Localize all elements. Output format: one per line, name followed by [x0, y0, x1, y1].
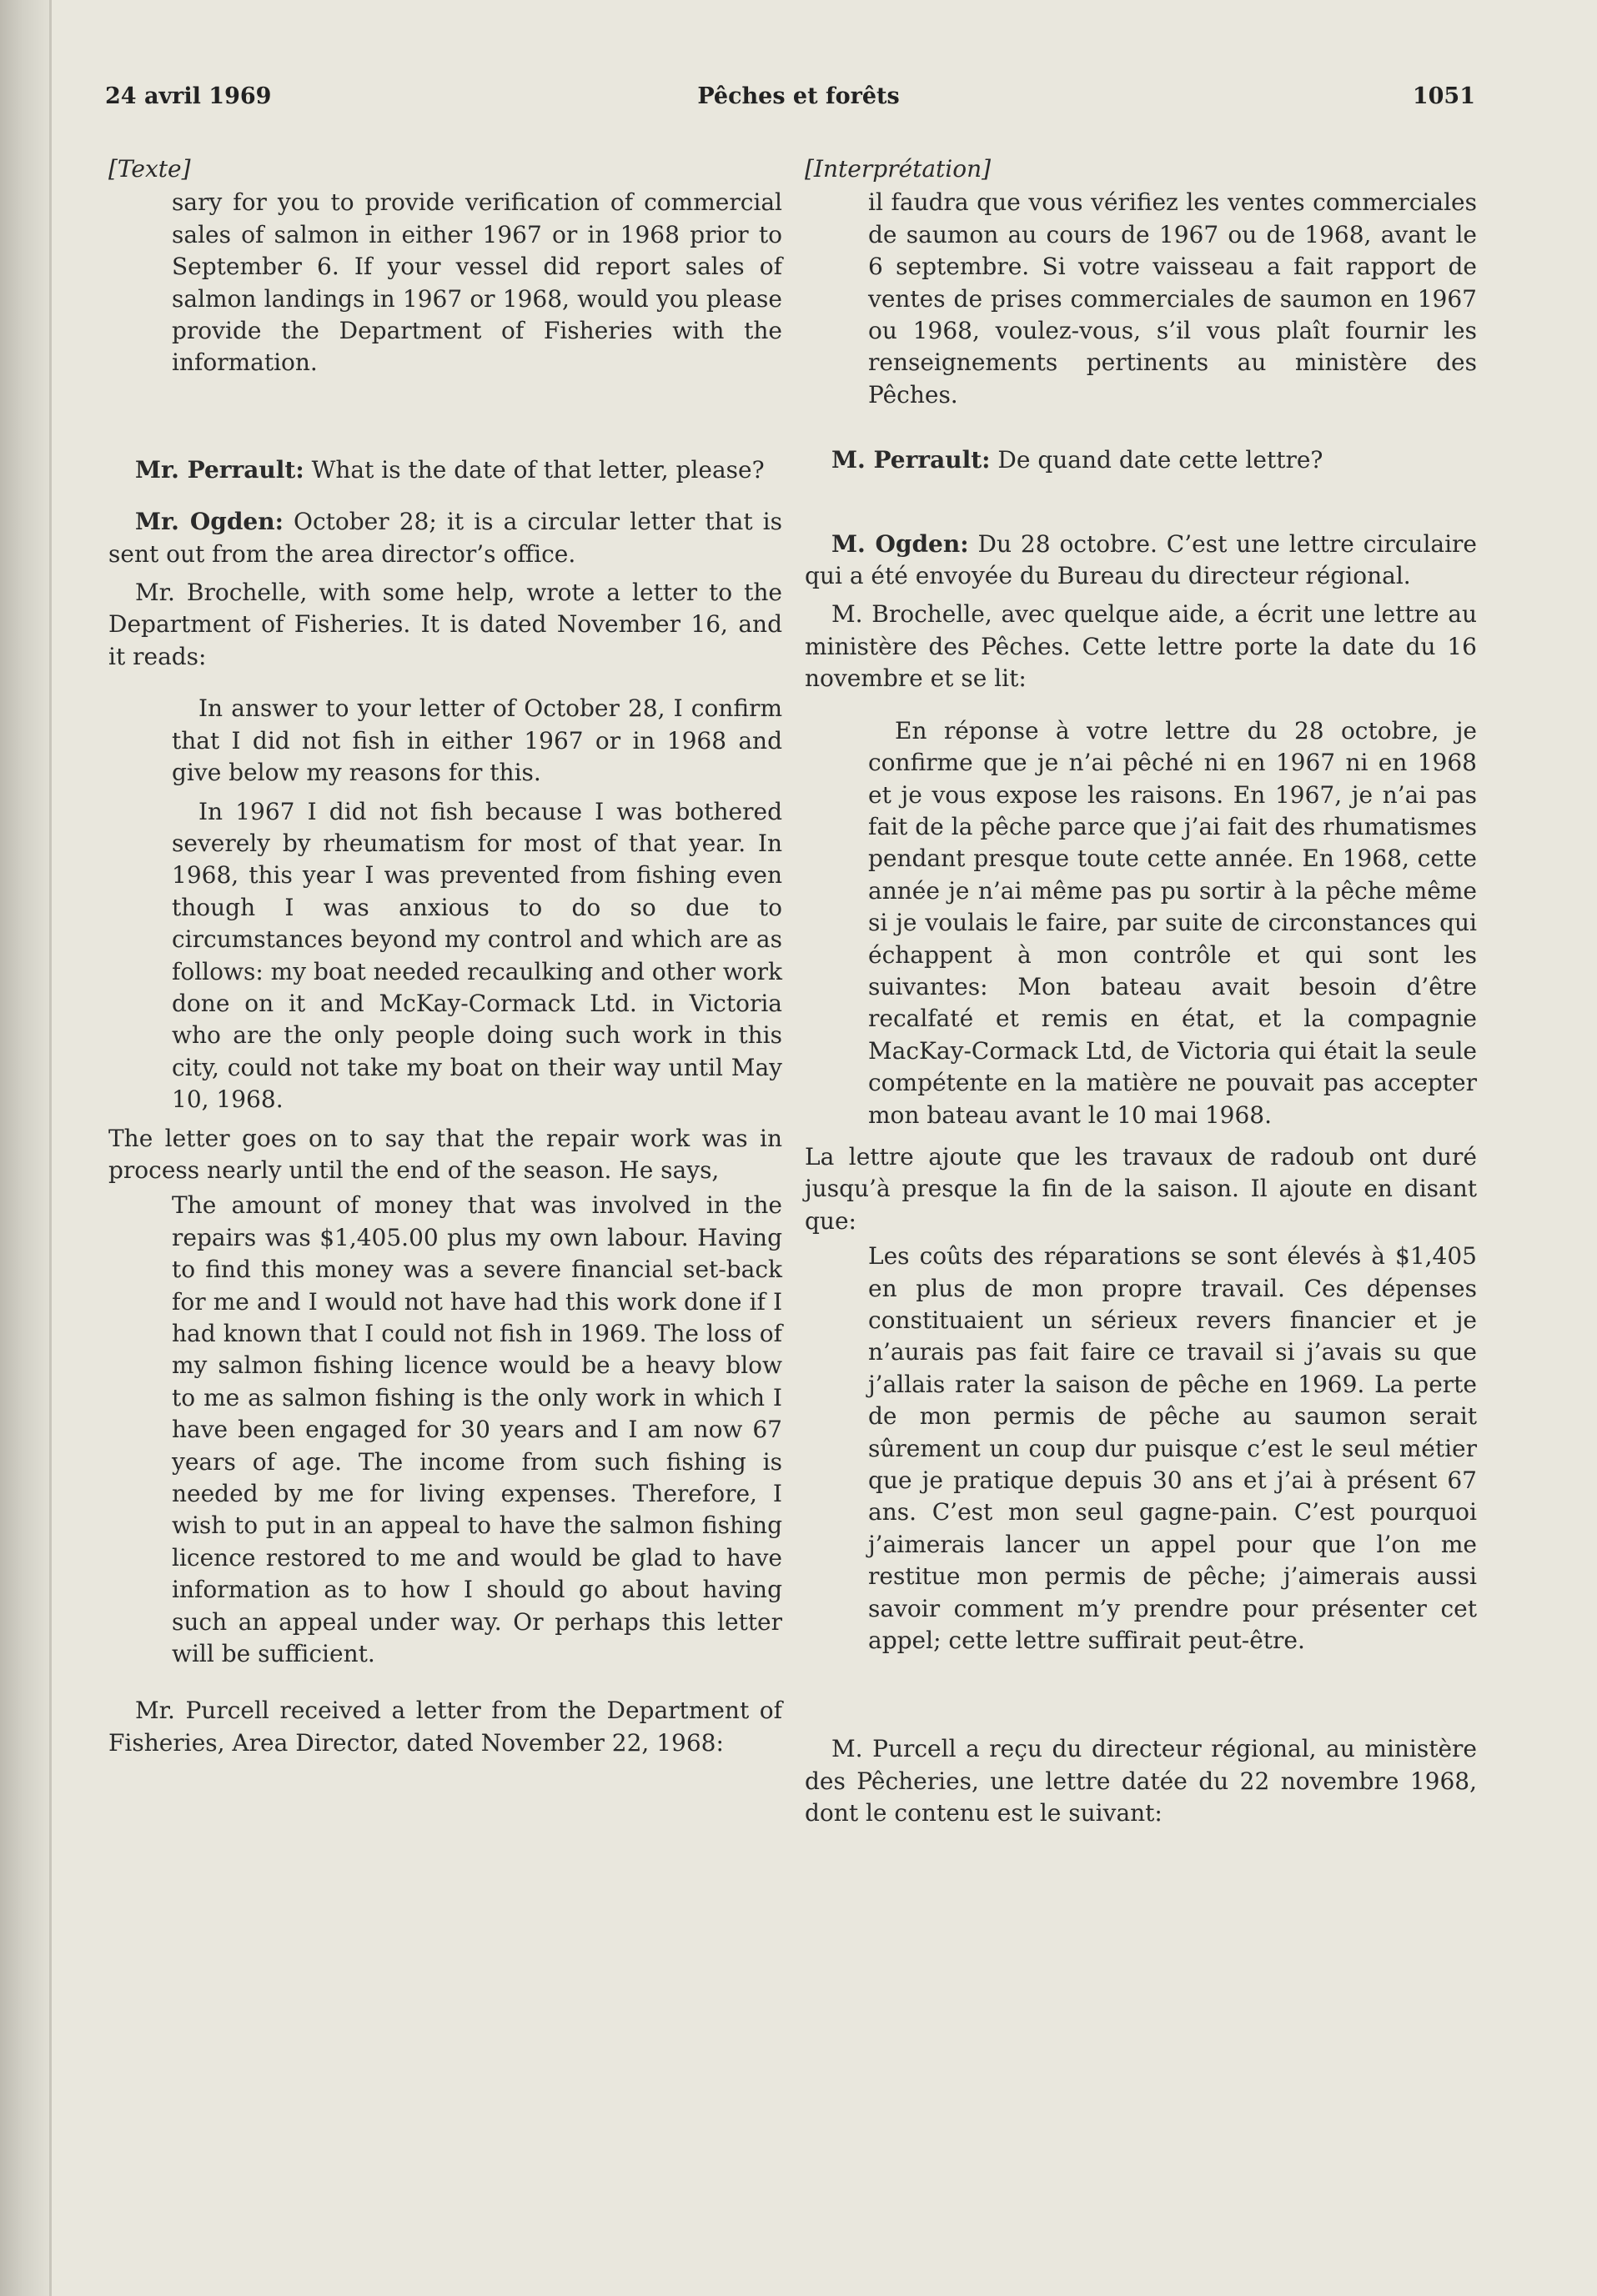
english-paragraph-5: The letter goes on to say that the repair work was in process nearly until the end of the season. He says, — [108, 1124, 782, 1184]
speaker-name: M. Ogden: — [831, 529, 969, 558]
speaker-name: M. Perrault: — [831, 446, 991, 474]
french-paragraph-4: M. Brochelle, avec quelque aide, a écrit une lettre au ministère des Pêches. Cette lettre porte la date du 16 novembre et se lit: — [805, 600, 1477, 693]
french-quote-2: Les coûts des réparations se sont élevés à $1,405 en plus de mon propre travail. Ces dépenses constituaient un sérieux revers financier et je n’aurais pas fait faire ce travail si j’avais su que j’allais rater la saison de pêche en 1969. La perte de mon permis de pêche au saumon serait sûrement un coup dur puisque c’est le seul métier que je pratique depuis 30 ans et j’ai à présent 67 ans. C’est mon seul gagne-pain. C’est pourquoi j’aimerais lancer un appel pour que l’on me restitue mon permis de pêche; j’aimerais aussi savoir comment m’y prendre pour présenter cet appel; cette lettre suffirait peut-être. — [868, 1242, 1477, 1655]
speaker-text: October 28; it is a circular letter that is sent out from the area director’s office. — [108, 508, 782, 568]
french-paragraph-2 — [805, 444, 1477, 476]
english-column — [108, 153, 782, 1759]
french-quote-1: En réponse à votre lettre du 28 octobre, je confirme que je n’ai pêché ni en 1967 ni en 1968 et je vous expose les raisons. En 1967, je n’ai pas fait de la pêche parce que j’ai fait des rhumatismes pendant presque toute cette année. En 1968, cette année je n’ai même pas pu sortir à la pêche même si je voulais le faire, par suite de circonstances qui échappent à mon contrôle et qui sont les suivantes: Mon bateau avait besoin d’être recalfaté et remis en état, et la compagnie MacKay-Cormack Ltd, de Victoria qui était la seule compétente en la matière ne pouvait pas accepter mon bateau avant le 10 mai 1968. — [868, 716, 1477, 1129]
speaker-text: Du 28 octobre. C’est une lettre circulaire qui a été envoyée du Bureau du directeur régional. — [805, 529, 1478, 590]
french-column — [805, 153, 1477, 1830]
french-paragraph-3 — [805, 529, 1477, 593]
english-quote-3: The amount of money that was involved in the repairs was $1,405.00 plus my own labour. Having to find this money was a severe financial set-back for me and I would not have had this work done if I had known that I could not fish in 1969. The loss of my salmon fishing licence would be a heavy blow to me as salmon fishing is the only work in which I have been engaged for 30 years and I am now 67 years of age. The income from such fishing is needed by me for living expenses. Therefore, I wish to put in an appeal to have the salmon fishing licence restored to me and would be glad to have information as to how I should go about having such an appeal under way. Or perhaps this letter will be sufficient. — [172, 1191, 782, 1668]
french-paragraph-6: M. Purcell a reçu du directeur régional, au ministère des Pêcheries, une lettre datée du 22 novembre 1968, dont le contenu est le suivant: — [805, 1735, 1477, 1827]
english-paragraph-4: Mr. Brochelle, with some help, wrote a letter to the Department of Fisheries. It is dated November 16, and it reads: — [108, 579, 782, 670]
english-paragraph-2 — [108, 454, 782, 486]
speaker-name: Mr. Ogden: — [135, 508, 284, 536]
english-paragraph-3 — [108, 506, 782, 570]
english-quote-2: In 1967 I did not fish because I was bothered severely by rheumatism for most of that year. In 1968, this year I was prevented from fishing even though I was anxious to do so due to circumstances beyond my control and which are as follows: my boat needed recaulking and other work done on it and McKay-Cormack Ltd. in Victoria who are the only people doing such work in this city, could not take my boat on their way until May 10, 1968. — [172, 797, 782, 1114]
english-lang-tag: [Texte] — [108, 155, 191, 183]
header-title: Pêches et forêts — [697, 83, 900, 109]
speaker-text: De quand date cette lettre? — [990, 446, 1323, 474]
header-date: 24 avril 1969 — [105, 83, 272, 109]
french-lang-tag: [Interprétation] — [805, 155, 992, 183]
english-paragraph-1: sary for you to provide verification of commercial sales of salmon in either 1967 or in 1968 prior to September 6. If your vessel did report sales of salmon landings in 1967 or 1968, would you please provide the Department of Fisheries with the information. — [172, 188, 782, 377]
french-paragraph-5: La lettre ajoute que les travaux de radoub ont duré jusqu’à presque la fin de la saison. Il ajoute en disant que: — [805, 1142, 1477, 1235]
speaker-text: What is the date of that letter, please? — [304, 455, 765, 484]
english-quote-1: In answer to your letter of October 28, I confirm that I did not fish in either 1967 or in 1968 and give below my reasons for this. — [172, 694, 782, 787]
header-page-number: 1051 — [1412, 83, 1475, 109]
french-paragraph-1: il faudra que vous vérifiez les ventes commerciales de saumon au cours de 1967 ou de 1968, avant le 6 septembre. Si votre vaisseau a fait rapport de ventes de prises commerciales de saumon en 1967 ou 1968, voulez-vous, s’il vous plaît fournir les renseignements pertinents au ministère des Pêches. — [868, 188, 1477, 409]
english-paragraph-6: Mr. Purcell received a letter from the Department of Fisheries, Area Director, dated November 22, 1968: — [108, 1697, 782, 1757]
speaker-name: Mr. Perrault: — [135, 455, 304, 484]
